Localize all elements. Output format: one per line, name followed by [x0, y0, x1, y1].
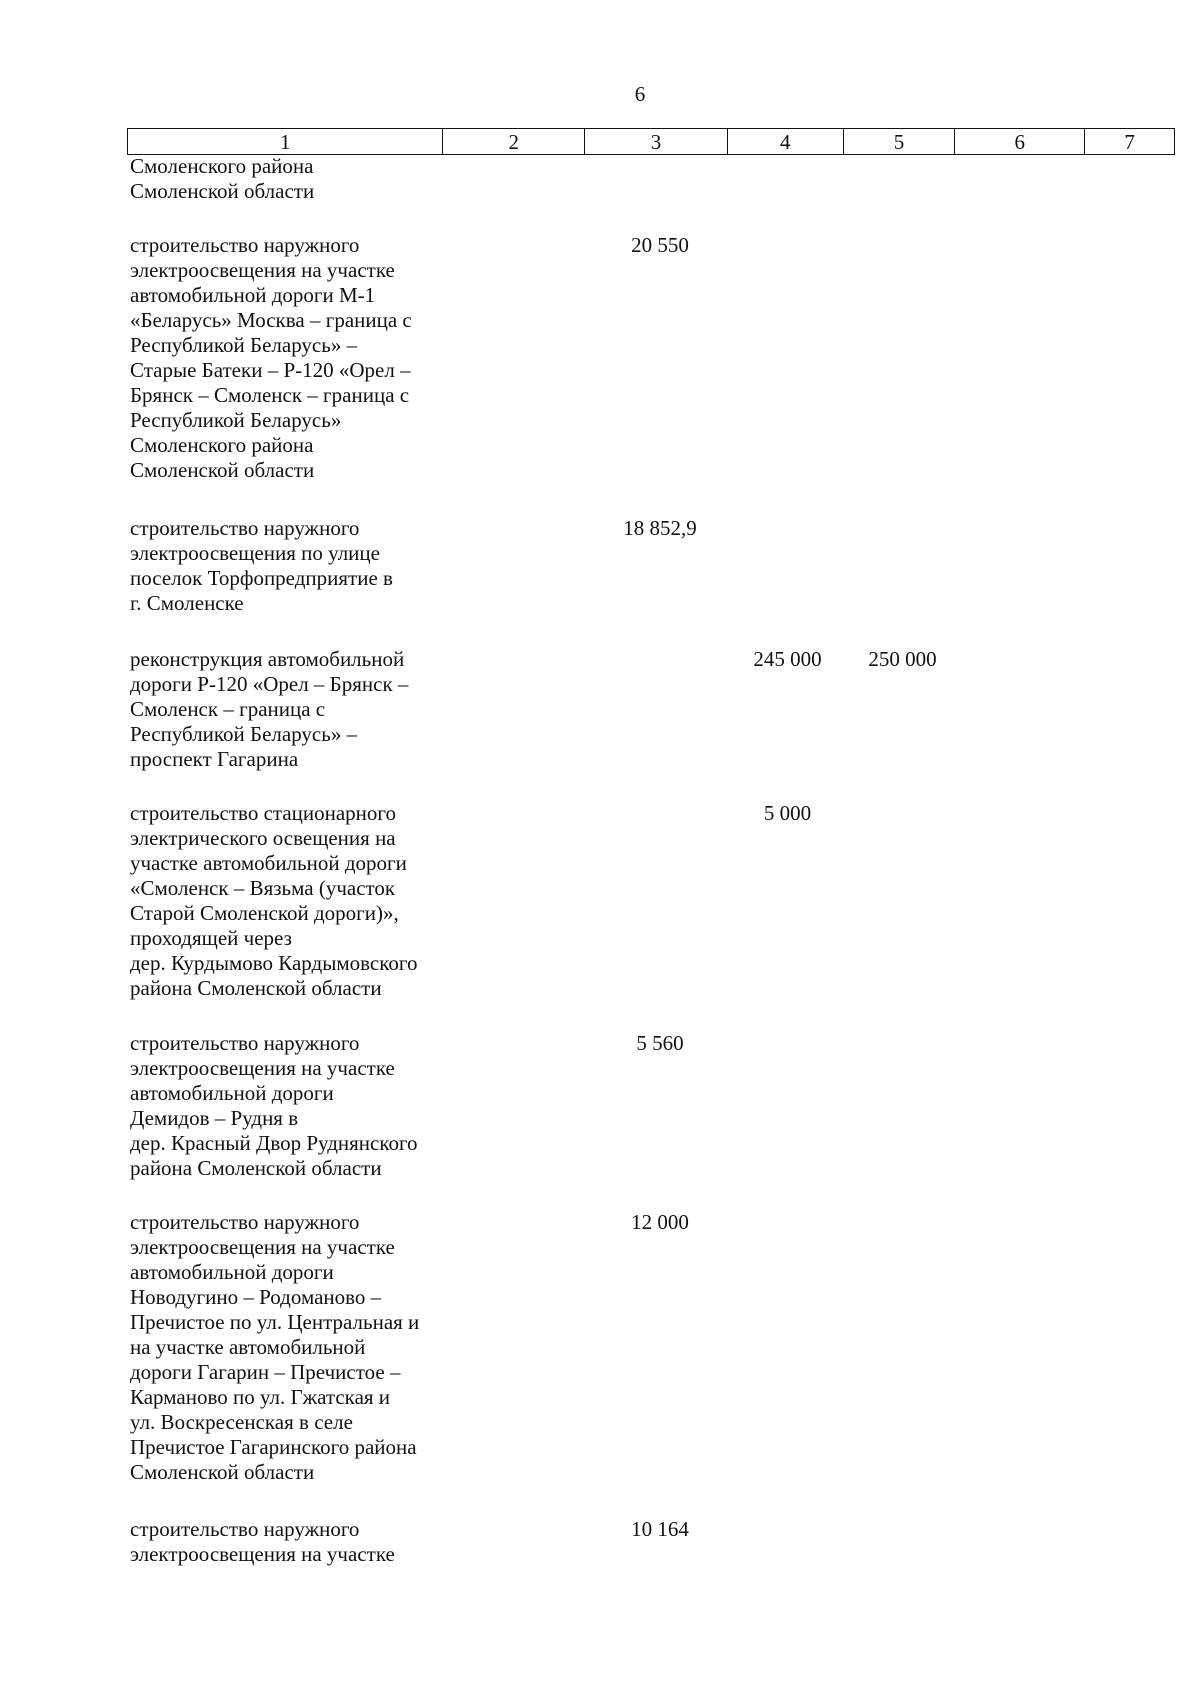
row-description: строительство стационарного электрического освещения на участке автомобильной дороги «Смоленск – Вязьма (участок Старой Смоленской дороги)», проходящей через дер. Курдымово Кардымовского района Смоленской области	[130, 801, 418, 1000]
row-description: реконструкция автомобильной дороги Р-120 «Орел – Брянск – Смоленск – граница с Республикой Беларусь» – проспект Гагарина	[130, 647, 409, 771]
row-description: строительство наружного электроосвещения на участке автомобильной дороги Новодугино – Родоманово – Пречистое по ул. Центральная и на участке автомобильной дороги Гагарин – Пречистое – Карманово по ул. Гжатская и ул. Воскресенская в селе Пречистое Гагаринского района Смоленской области	[130, 1210, 420, 1484]
page-number: 6	[634, 82, 646, 106]
row-value-col4: 5 000	[763, 801, 812, 825]
row-value-col4: 245 000	[753, 647, 822, 671]
row-description: строительство наружного электроосвещения на участке	[130, 1517, 395, 1566]
row-value-col5: 250 000	[868, 647, 937, 671]
table-header-row	[127, 128, 1175, 155]
header-cell-6: 6	[955, 129, 1085, 154]
header-cell-3: 3	[585, 129, 728, 154]
row-description: строительство наружного электроосвещения на участке автомобильной дороги М-1 «Беларусь» Москва – граница с Республикой Беларусь» – Старые Батеки – Р-120 «Орел – Брянск – Смоленск – граница с Республикой Беларусь» Смоленского района Смоленской области	[130, 233, 412, 482]
header-cell-1: 1	[128, 129, 443, 154]
header-cell-2: 2	[443, 129, 585, 154]
row-description: строительство наружного электроосвещения на участке автомобильной дороги Демидов – Рудня в дер. Красный Двор Руднянского района Смоленской области	[130, 1031, 418, 1180]
header-cell-4: 4	[728, 129, 844, 154]
row-value-col3: 18 852,9	[623, 516, 697, 540]
continuation-text: Смоленского района Смоленской области	[130, 154, 315, 203]
row-value-col3: 20 550	[631, 233, 689, 257]
row-value-col3: 12 000	[631, 1210, 689, 1234]
row-value-col3: 5 560	[636, 1031, 684, 1055]
header-cell-5: 5	[844, 129, 956, 154]
row-description: строительство наружного электроосвещения по улице поселок Торфопредприятие в г. Смоленске	[130, 516, 393, 615]
header-cell-7: 7	[1124, 130, 1135, 154]
row-value-col3: 10 164	[631, 1517, 689, 1541]
